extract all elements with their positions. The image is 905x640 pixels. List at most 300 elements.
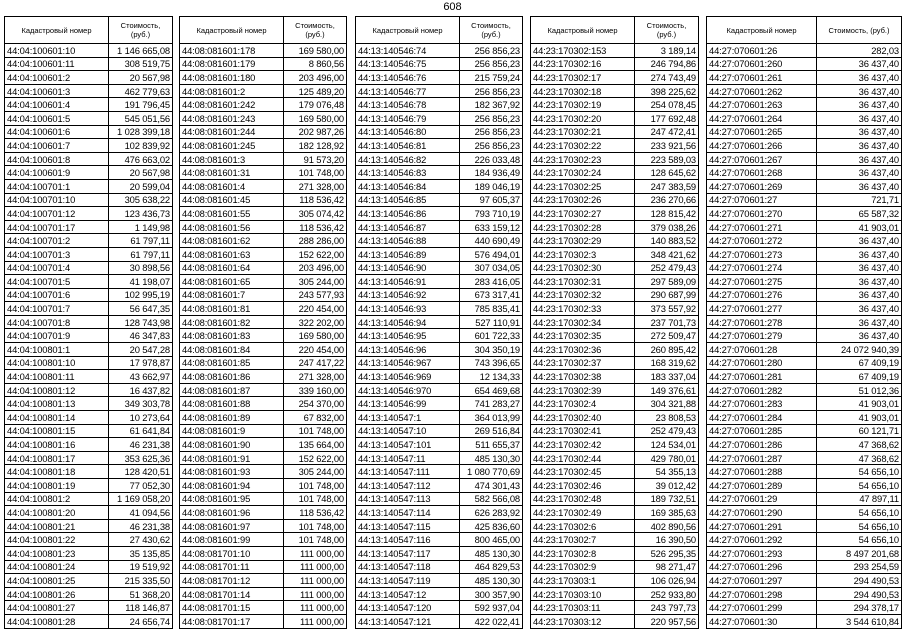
cadastral-number-cell: 44:08:081601:81 [180, 302, 284, 316]
cadastral-number-cell: 44:27:070601:26 [707, 44, 817, 58]
cost-cell: 36 437,40 [817, 152, 902, 166]
cost-cell: 3 189,14 [635, 44, 699, 58]
cost-cell: 294 490,53 [817, 574, 902, 588]
table-row [707, 546, 902, 560]
table-row [531, 44, 699, 58]
table-row [356, 261, 523, 275]
cadastral-number-cell: 44:27:070601:263 [707, 98, 817, 112]
cadastral-number-cell: 44:27:070601:283 [707, 397, 817, 411]
cadastral-number-cell: 44:04:100601:8 [5, 152, 109, 166]
table-row [707, 57, 902, 71]
cost-cell: 800 465,00 [460, 533, 523, 547]
cost-cell: 741 283,27 [460, 397, 523, 411]
cadastral-number-cell: 44:08:081601:56 [180, 220, 284, 234]
table-row [180, 302, 347, 316]
table-row [531, 193, 699, 207]
cost-cell: 260 895,42 [635, 343, 699, 357]
table-row [5, 71, 173, 85]
cadastral-number-cell: 44:13:140547:10 [356, 424, 460, 438]
cost-cell: 36 437,40 [817, 166, 902, 180]
cadastral-number-cell: 44:23:170302:3 [531, 247, 635, 261]
table-row [707, 533, 902, 547]
table-row [356, 560, 523, 574]
cost-cell: 422 022,41 [460, 614, 523, 628]
cost-cell: 36 437,40 [817, 329, 902, 343]
cost-cell: 41 903,01 [817, 220, 902, 234]
table-row [531, 220, 699, 234]
cadastral-number-cell: 44:27:070601:276 [707, 288, 817, 302]
table-row [707, 71, 902, 85]
table-row [707, 193, 902, 207]
cadastral-number-cell: 44:27:070601:280 [707, 356, 817, 370]
table-row [531, 125, 699, 139]
table-row [5, 451, 173, 465]
cadastral-number-cell: 44:27:070601:289 [707, 479, 817, 493]
cadastral-number-cell: 44:27:070601:286 [707, 438, 817, 452]
cost-cell: 236 270,66 [635, 193, 699, 207]
cadastral-number-cell: 44:13:140546:76 [356, 71, 460, 85]
cost-cell: 61 797,11 [109, 247, 173, 261]
cadastral-number-cell: 44:08:081601:89 [180, 411, 284, 425]
table-row [531, 356, 699, 370]
cost-cell: 111 000,00 [284, 601, 347, 615]
table-row [5, 479, 173, 493]
cadastral-number-cell: 44:04:100701:5 [5, 275, 109, 289]
cadastral-number-cell: 44:27:070601:265 [707, 125, 817, 139]
cadastral-number-cell: 44:13:140546:93 [356, 302, 460, 316]
table-row [356, 479, 523, 493]
cadastral-number-cell: 44:13:140546:94 [356, 315, 460, 329]
table-row [356, 546, 523, 560]
cost-cell: 297 589,09 [635, 275, 699, 289]
cadastral-number-cell: 44:08:081601:4 [180, 179, 284, 193]
cadastral-number-cell: 44:23:170303:11 [531, 601, 635, 615]
table-row [5, 519, 173, 533]
cost-cell: 169 580,00 [284, 111, 347, 125]
table-row [707, 125, 902, 139]
table-row [180, 614, 347, 628]
cadastral-number-cell: 44:08:081701:17 [180, 614, 284, 628]
cost-cell: 65 587,32 [817, 207, 902, 221]
cadastral-number-cell: 44:08:081601:82 [180, 315, 284, 329]
cost-cell: 252 933,80 [635, 587, 699, 601]
cost-cell: 51 368,20 [109, 587, 173, 601]
cost-cell: 118 146,87 [109, 601, 173, 615]
table-row [531, 111, 699, 125]
cadastral-number-cell: 44:04:100701:1 [5, 179, 109, 193]
table-row [531, 179, 699, 193]
table-row [5, 397, 173, 411]
cost-cell: 282,03 [817, 44, 902, 58]
table-row [356, 574, 523, 588]
cadastral-number-cell: 44:13:140546:84 [356, 179, 460, 193]
table-row [180, 451, 347, 465]
cadastral-number-cell: 44:04:100601:7 [5, 139, 109, 153]
cost-cell: 101 748,00 [284, 519, 347, 533]
cadastral-number-cell: 44:13:140546:89 [356, 247, 460, 261]
table-row [531, 98, 699, 112]
cost-cell: 215 335,50 [109, 574, 173, 588]
cadastral-number-cell: 44:27:070601:262 [707, 84, 817, 98]
cost-cell: 36 437,40 [817, 139, 902, 153]
table-row [356, 98, 523, 112]
cadastral-number-cell: 44:27:070601:292 [707, 533, 817, 547]
cadastral-number-cell: 44:04:100801:14 [5, 411, 109, 425]
table-row [356, 193, 523, 207]
table-row [180, 397, 347, 411]
cadastral-number-cell: 44:04:100701:9 [5, 329, 109, 343]
table-row [356, 302, 523, 316]
table-row [180, 533, 347, 547]
cadastral-number-cell: 44:23:170303:10 [531, 587, 635, 601]
cadastral-number-cell: 44:27:070601:288 [707, 465, 817, 479]
cadastral-number-cell: 44:08:081601:94 [180, 479, 284, 493]
cost-cell: 77 052,30 [109, 479, 173, 493]
table-row [5, 288, 173, 302]
cadastral-number-cell: 44:04:100601:5 [5, 111, 109, 125]
cost-cell: 247 472,41 [635, 125, 699, 139]
header-cost: Стоимость, (руб.) [635, 17, 699, 44]
cost-cell: 256 856,23 [460, 139, 523, 153]
cost-cell: 256 856,23 [460, 111, 523, 125]
table-row [180, 261, 347, 275]
table-row [356, 451, 523, 465]
cost-cell: 254 370,00 [284, 397, 347, 411]
table-row [180, 139, 347, 153]
table-row [531, 207, 699, 221]
table-row [180, 519, 347, 533]
cost-cell: 305 638,22 [109, 193, 173, 207]
cost-cell: 243 577,93 [284, 288, 347, 302]
cost-cell: 111 000,00 [284, 574, 347, 588]
cadastral-number-cell: 44:04:100601:11 [5, 57, 109, 71]
table-row [356, 220, 523, 234]
cadastral-number-cell: 44:04:100801:22 [5, 533, 109, 547]
cost-cell: 123 436,73 [109, 207, 173, 221]
cadastral-number-cell: 44:23:170302:16 [531, 57, 635, 71]
cost-cell: 793 710,19 [460, 207, 523, 221]
cadastral-number-cell: 44:27:070601:272 [707, 234, 817, 248]
cost-cell: 601 722,33 [460, 329, 523, 343]
cadastral-number-cell: 44:13:140546:87 [356, 220, 460, 234]
table-row [531, 438, 699, 452]
cadastral-number-cell: 44:23:170303:1 [531, 574, 635, 588]
cadastral-number-cell: 44:08:081701:12 [180, 574, 284, 588]
cost-cell: 1 149,98 [109, 220, 173, 234]
cadastral-number-cell: 44:23:170302:17 [531, 71, 635, 85]
cost-cell: 348 421,62 [635, 247, 699, 261]
cadastral-number-cell: 44:27:070601:30 [707, 614, 817, 628]
cost-cell: 527 110,91 [460, 315, 523, 329]
table-row [180, 207, 347, 221]
table-row [180, 356, 347, 370]
cost-cell: 177 692,48 [635, 111, 699, 125]
cost-cell: 247 383,59 [635, 179, 699, 193]
cost-cell: 654 469,68 [460, 383, 523, 397]
table-row [356, 247, 523, 261]
cost-cell: 226 033,48 [460, 152, 523, 166]
table-row [180, 166, 347, 180]
cost-cell: 545 051,56 [109, 111, 173, 125]
cost-cell: 485 130,30 [460, 451, 523, 465]
cost-cell: 592 937,04 [460, 601, 523, 615]
cadastral-number-cell: 44:04:100801:12 [5, 383, 109, 397]
cost-cell: 41 903,01 [817, 411, 902, 425]
table-row [356, 125, 523, 139]
table-row [531, 574, 699, 588]
cadastral-number-cell: 44:13:140547:119 [356, 574, 460, 588]
header-cost: Стоимость, (руб.) [460, 17, 523, 44]
table-row [356, 506, 523, 520]
cost-cell: 300 357,90 [460, 587, 523, 601]
table-row [5, 247, 173, 261]
table-row [356, 57, 523, 71]
cost-cell: 149 376,61 [635, 383, 699, 397]
cadastral-number-cell: 44:23:170302:23 [531, 152, 635, 166]
table-row [5, 111, 173, 125]
cadastral-number-cell: 44:04:100601:10 [5, 44, 109, 58]
cadastral-number-cell: 44:08:081601:242 [180, 98, 284, 112]
cadastral-number-cell: 44:13:140546:85 [356, 193, 460, 207]
cost-cell: 283 416,05 [460, 275, 523, 289]
table-row [180, 424, 347, 438]
cadastral-number-cell: 44:04:100701:3 [5, 247, 109, 261]
cost-cell: 35 135,85 [109, 546, 173, 560]
cost-cell: 308 519,75 [109, 57, 173, 71]
cadastral-number-cell: 44:13:140547:117 [356, 546, 460, 560]
cadastral-number-cell: 44:08:081601:65 [180, 275, 284, 289]
table-row [531, 587, 699, 601]
table-row [531, 234, 699, 248]
cadastral-number-cell: 44:27:070601:298 [707, 587, 817, 601]
header-cadastral-number: Кадастровый номер [180, 17, 284, 44]
cost-cell: 215 759,24 [460, 71, 523, 85]
cost-cell: 288 286,00 [284, 234, 347, 248]
table-row [5, 315, 173, 329]
table-row [180, 111, 347, 125]
cost-cell: 373 557,92 [635, 302, 699, 316]
cost-cell: 1 028 399,18 [109, 125, 173, 139]
cadastral-number-cell: 44:27:070601:260 [707, 57, 817, 71]
table-row [5, 343, 173, 357]
table-row [180, 125, 347, 139]
cadastral-number-cell: 44:27:070601:297 [707, 574, 817, 588]
cadastral-number-cell: 44:04:100801:25 [5, 574, 109, 588]
table-row [356, 383, 523, 397]
table-row [531, 560, 699, 574]
table-row [356, 587, 523, 601]
table-row [531, 411, 699, 425]
cost-cell: 56 647,35 [109, 302, 173, 316]
cost-cell: 425 836,60 [460, 519, 523, 533]
table-row [180, 98, 347, 112]
table-row [356, 152, 523, 166]
table-row [5, 438, 173, 452]
cadastral-number-cell: 44:27:070601:264 [707, 111, 817, 125]
cost-cell: 183 337,04 [635, 370, 699, 384]
cost-cell: 402 890,56 [635, 519, 699, 533]
cost-cell: 189 732,51 [635, 492, 699, 506]
cadastral-number-cell: 44:27:070601:293 [707, 546, 817, 560]
table-row [531, 601, 699, 615]
cost-cell: 271 328,00 [284, 370, 347, 384]
table-row [531, 546, 699, 560]
cadastral-number-cell: 44:04:100801:11 [5, 370, 109, 384]
table-row [356, 179, 523, 193]
table-row [5, 261, 173, 275]
cadastral-number-cell: 44:27:070601:266 [707, 139, 817, 153]
cadastral-number-cell: 44:13:140547:101 [356, 438, 460, 452]
cost-cell: 51 012,36 [817, 383, 902, 397]
cadastral-number-cell: 44:23:170302:42 [531, 438, 635, 452]
cost-cell: 61 797,11 [109, 234, 173, 248]
table-row [356, 288, 523, 302]
cost-cell: 189 046,19 [460, 179, 523, 193]
cost-cell: 118 536,42 [284, 220, 347, 234]
table-row [5, 329, 173, 343]
table-row [531, 57, 699, 71]
table-row [180, 193, 347, 207]
table-row [180, 44, 347, 58]
cost-cell: 673 317,41 [460, 288, 523, 302]
cost-cell: 169 580,00 [284, 44, 347, 58]
cost-cell: 47 368,62 [817, 438, 902, 452]
cadastral-number-cell: 44:04:100701:4 [5, 261, 109, 275]
cost-cell: 440 690,49 [460, 234, 523, 248]
cost-cell: 184 936,49 [460, 166, 523, 180]
cadastral-number-cell: 44:23:170302:31 [531, 275, 635, 289]
table-row [5, 193, 173, 207]
cadastral-number-cell: 44:23:170302:39 [531, 383, 635, 397]
cadastral-number-cell: 44:13:140546:88 [356, 234, 460, 248]
cost-cell: 47 368,62 [817, 451, 902, 465]
cost-cell: 67 832,00 [284, 411, 347, 425]
cadastral-number-cell: 44:04:100601:3 [5, 84, 109, 98]
table-row [356, 370, 523, 384]
cadastral-number-cell: 44:13:140546:83 [356, 166, 460, 180]
table-row [531, 71, 699, 85]
table-row [180, 329, 347, 343]
cost-cell: 476 663,02 [109, 152, 173, 166]
cost-cell: 220 454,00 [284, 343, 347, 357]
cost-cell: 743 396,65 [460, 356, 523, 370]
table-row [5, 424, 173, 438]
cadastral-number-cell: 44:27:070601:29 [707, 492, 817, 506]
table-row [5, 98, 173, 112]
cadastral-number-cell: 44:13:140546:75 [356, 57, 460, 71]
cost-cell: 307 034,05 [460, 261, 523, 275]
cost-cell: 36 437,40 [817, 71, 902, 85]
cadastral-number-cell: 44:27:070601:273 [707, 247, 817, 261]
cadastral-number-cell: 44:13:140546:96 [356, 343, 460, 357]
cost-cell: 36 437,40 [817, 247, 902, 261]
cost-cell: 305 244,00 [284, 275, 347, 289]
cadastral-number-cell: 44:13:140547:120 [356, 601, 460, 615]
cadastral-number-cell: 44:08:081601:45 [180, 193, 284, 207]
table-row [356, 139, 523, 153]
table-row [707, 587, 902, 601]
table-row [180, 574, 347, 588]
cadastral-number-cell: 44:27:070601:291 [707, 519, 817, 533]
cost-cell: 111 000,00 [284, 560, 347, 574]
table-row [356, 411, 523, 425]
table-row [5, 587, 173, 601]
cost-cell: 202 987,26 [284, 125, 347, 139]
table-row [707, 261, 902, 275]
header-cadastral-number: Кадастровый номер [356, 17, 460, 44]
cadastral-number-cell: 44:27:070601:277 [707, 302, 817, 316]
cadastral-number-cell: 44:27:070601:279 [707, 329, 817, 343]
cost-cell: 576 494,01 [460, 247, 523, 261]
table-row [180, 479, 347, 493]
header-cost: Стоимость, (руб.) [284, 17, 347, 44]
table-row [707, 207, 902, 221]
cadastral-number-cell: 44:08:081601:85 [180, 356, 284, 370]
table-row [707, 411, 902, 425]
table-row [180, 465, 347, 479]
cost-cell: 128 815,42 [635, 207, 699, 221]
cost-cell: 67 409,19 [817, 370, 902, 384]
cost-cell: 36 437,40 [817, 111, 902, 125]
cadastral-number-cell: 44:27:070601:284 [707, 411, 817, 425]
table-row [5, 57, 173, 71]
cost-cell: 20 599,04 [109, 179, 173, 193]
table-row [531, 370, 699, 384]
cost-cell: 16 390,50 [635, 533, 699, 547]
cost-cell: 54 656,10 [817, 479, 902, 493]
cost-cell: 128 420,51 [109, 465, 173, 479]
cadastral-number-cell: 44:27:070601:299 [707, 601, 817, 615]
cost-cell: 128 743,98 [109, 315, 173, 329]
cost-cell: 54 656,10 [817, 465, 902, 479]
cadastral-number-cell: 44:04:100801:26 [5, 587, 109, 601]
table-row [356, 207, 523, 221]
cost-cell: 304 350,19 [460, 343, 523, 357]
cadastral-number-cell: 44:04:100801:16 [5, 438, 109, 452]
cost-cell: 429 780,01 [635, 451, 699, 465]
cadastral-number-cell: 44:08:081601:179 [180, 57, 284, 71]
cadastral-number-cell: 44:23:170302:19 [531, 98, 635, 112]
table-row [356, 519, 523, 533]
cost-cell: 46 231,38 [109, 438, 173, 452]
cost-cell: 36 437,40 [817, 179, 902, 193]
cost-cell: 24 072 940,39 [817, 343, 902, 357]
cost-cell: 98 271,47 [635, 560, 699, 574]
cost-cell: 60 121,71 [817, 424, 902, 438]
cost-cell: 462 779,63 [109, 84, 173, 98]
table-row [707, 275, 902, 289]
cadastral-number-cell: 44:04:100801:28 [5, 614, 109, 628]
cost-cell: 36 437,40 [817, 315, 902, 329]
cost-cell: 124 534,01 [635, 438, 699, 452]
cadastral-number-cell: 44:23:170302:44 [531, 451, 635, 465]
cadastral-number-cell: 44:23:170302:49 [531, 506, 635, 520]
cadastral-number-cell: 44:23:170302:24 [531, 166, 635, 180]
cadastral-cost-table-2 [179, 16, 347, 629]
cadastral-number-cell: 44:04:100801:13 [5, 397, 109, 411]
table-row [707, 370, 902, 384]
table-row [707, 383, 902, 397]
cost-cell: 36 437,40 [817, 57, 902, 71]
table-row [180, 587, 347, 601]
cost-cell: 293 254,59 [817, 560, 902, 574]
cadastral-number-cell: 44:27:070601:27 [707, 193, 817, 207]
table-row [356, 275, 523, 289]
table-row [5, 152, 173, 166]
table-row [5, 356, 173, 370]
table-row [531, 506, 699, 520]
cadastral-number-cell: 44:27:070601:261 [707, 71, 817, 85]
